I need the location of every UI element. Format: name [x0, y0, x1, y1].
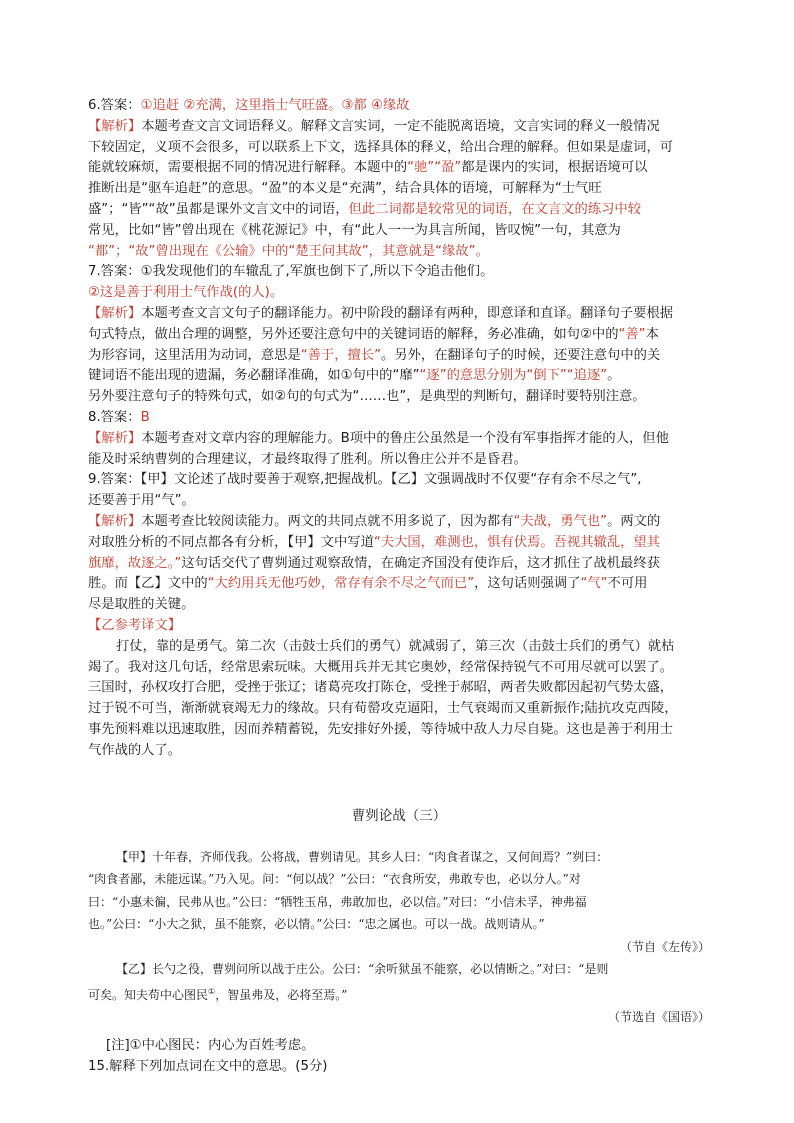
translation-heading: 【乙参考译文】	[88, 617, 182, 633]
translation-line: 三国时，孙权攻打合肥，受挫于张辽；诸葛亮攻打陈仓，受挫于郝昭，两者失败都因起初气势太盛，	[88, 680, 674, 696]
q8-analysis-line: 能及时采纳曹刿的合理建议，才最终取得了胜利。所以鲁庄公并不是昏君。	[88, 451, 527, 467]
q7-analysis-line: 为形容词，这里活用为动词，意思是“善于，擅长”。另外，在翻译句子的时候，还要注意句中的关	[88, 347, 661, 363]
q9-answer: 9.答案：【甲】文论述了战时要善于观察,把握战机。【乙】文强调战时不仅要“存有余不尽之气”,	[88, 472, 642, 488]
q7-answer: ②这是善于利用士气作战(的人)。	[88, 285, 284, 301]
passage-footnote: [注]①中心图民：内心为百姓考虑。	[106, 1037, 315, 1053]
q6-answer: 6.答案：①追赶 ②充满，这里指士气旺盛。③都 ④缘故	[88, 98, 410, 113]
question-15: 15.解释下列加点词在文中的意思。(5分)	[88, 1058, 328, 1074]
q7-analysis-line: 句式特点，做出合理的调整，另外还要注意句中的关键词语的解释，务必准确，如句②中的“善”本	[88, 326, 659, 342]
q6-analysis-line: 推断出是“驱车追赶”的意思。“盈”的本义是“充满”，结合具体的语境，可解释为“士气旺	[88, 181, 602, 197]
passage-jia-line: “肉食者鄙，未能远谋。”乃入见。问：“何以战？”公曰：“衣食所安，弗敢专也，必以分人。”对	[88, 872, 581, 886]
translation-line: 过于锐不可当，渐渐就衰竭无力的缘故。只有荀罃攻克逼阳，士气衰竭而又重新振作;陆抗攻克西陵，	[88, 701, 678, 717]
q8-analysis-line: 【解析】本题考查对文章内容的理解能力。B项中的鲁庄公虽然是一个没有军事指挥才能的人，但他	[88, 430, 669, 446]
q8-answer: 8.答案：B	[88, 409, 150, 425]
passage-jia-line: 曰：“小惠未徧，民弗从也。”公曰：“牺牲玉帛，弗敢加也，必以信。”对曰：“小信未孚，神弗福	[88, 894, 587, 909]
q6-analysis-line: “都”；“故”曾出现在《公输》中的“楚王问其故”，其意就是“缘故”。	[88, 243, 489, 259]
passage-yi-line: 【乙】长勺之役，曹刿问所以战于庄公。公曰：“余听狱虽不能察，必以情断之。”对曰：“是则	[116, 962, 609, 976]
q6-analysis-line: 【解析】本题考查文言文词语释义。解释文言实词，一定不能脱离语境，文言实词的释义一般情况	[88, 118, 660, 134]
passage-jia-line: 也。”公曰：“小大之狱，虽不能察，必以情。”公曰：“忠之属也。可以一战。战则请从。”	[88, 917, 545, 931]
q7-analysis-line: 【解析】本题考查文言文句子的翻译能力。初中阶段的翻译有两种，即意译和直译。翻译句子要根据	[88, 305, 674, 321]
document-page	[88, 96, 710, 1077]
q9-analysis-line: 【解析】本题考查比较阅读能力。两文的共同点就不用多说了，因为都有“夫战，勇气也”。两文的	[88, 513, 661, 529]
q6-analysis-line: 常见，比如“皆”曾出现在《桃花源记》中，有“此人一一为具言所闻，皆叹惋”一句，其意为	[88, 222, 621, 238]
passage-title: 曹刿论战（三）	[351, 807, 447, 824]
footnote-marker: ①	[208, 986, 216, 996]
q7-analysis-line: 另外要注意句子的特殊句式，如②句的句式为“……也”，是典型的判断句，翻译时要特别注意。	[88, 389, 646, 405]
q9-analysis-line: 尽是取胜的关键。	[88, 597, 195, 613]
q9-answer: 还要善于用“气”。	[88, 493, 195, 509]
q9-analysis-line: 胜。而【乙】文中的“大约用兵无他巧妙，常存有余不尽之气而已”，这句话则强调了“气”不可用	[88, 576, 648, 592]
translation-line: 事先预料难以迅速取胜，因而养精蓄锐，先安排好外援，等待城中敌人力尽自毙。这也是善于利用士	[88, 721, 674, 737]
q6-analysis-line: 下较固定，义项不会很多，可以联系上下文，选择具体的释义，给出合理的解释。但如果是虚词，可	[88, 139, 674, 155]
translation-line: 竭了。我对这几句话，经常思索玩味。大概用兵并无其它奥妙，经常保持锐气不可用尽就可以罢了。	[88, 659, 674, 675]
q6-analysis-line: 能就较麻烦，需要根据不同的情况进行解释。本题中的“驰”“盈”都是课内的实词，根据语境可以	[88, 160, 648, 176]
q7-analysis-line: 键词语不能出现的遗漏，务必翻译准确，如①句中的“靡”“逐”的意思分别为“倒下”“追逐”。	[88, 368, 621, 384]
passage-yi-source: （节选自《国语》）	[607, 1010, 710, 1024]
q9-analysis-line: 旗靡，故逐之。”这句话交代了曹刿通过观察敌情，在确定齐国没有使诈后，这才抓住了战机最终获	[88, 555, 661, 571]
translation-line: 气作战的人了。	[88, 742, 182, 758]
passage-yi-line: 可矣。知夫苟中心图民①，智虽弗及，必将至焉。”	[88, 986, 348, 1002]
passage-jia-line: 【甲】十年春，齐师伐我。公将战，曹刿请见。其乡人曰：“肉食者谋之，又何间焉？”刿曰：	[116, 849, 609, 864]
passage-jia-source: （节自《左传》）	[619, 939, 710, 954]
translation-line: 打仗，靠的是勇气。第二次（击鼓士兵们的勇气）就减弱了，第三次（击鼓士兵们的勇气）就枯	[116, 638, 675, 654]
q7-answer: 7.答案：①我发现他们的车辙乱了,军旗也倒下了,所以下令追击他们。	[88, 264, 494, 280]
q9-analysis-line: 对取胜分析的不同点都各有分析，【甲】文中写道“夫大国，难测也，惧有伏焉。吾视其辙乱，望其	[88, 534, 661, 550]
q6-analysis-line: 盛”；“皆”“故”虽都是课外文言文中的词语，但此二词都是较常见的词语，在文言文的练习中较	[88, 201, 642, 217]
